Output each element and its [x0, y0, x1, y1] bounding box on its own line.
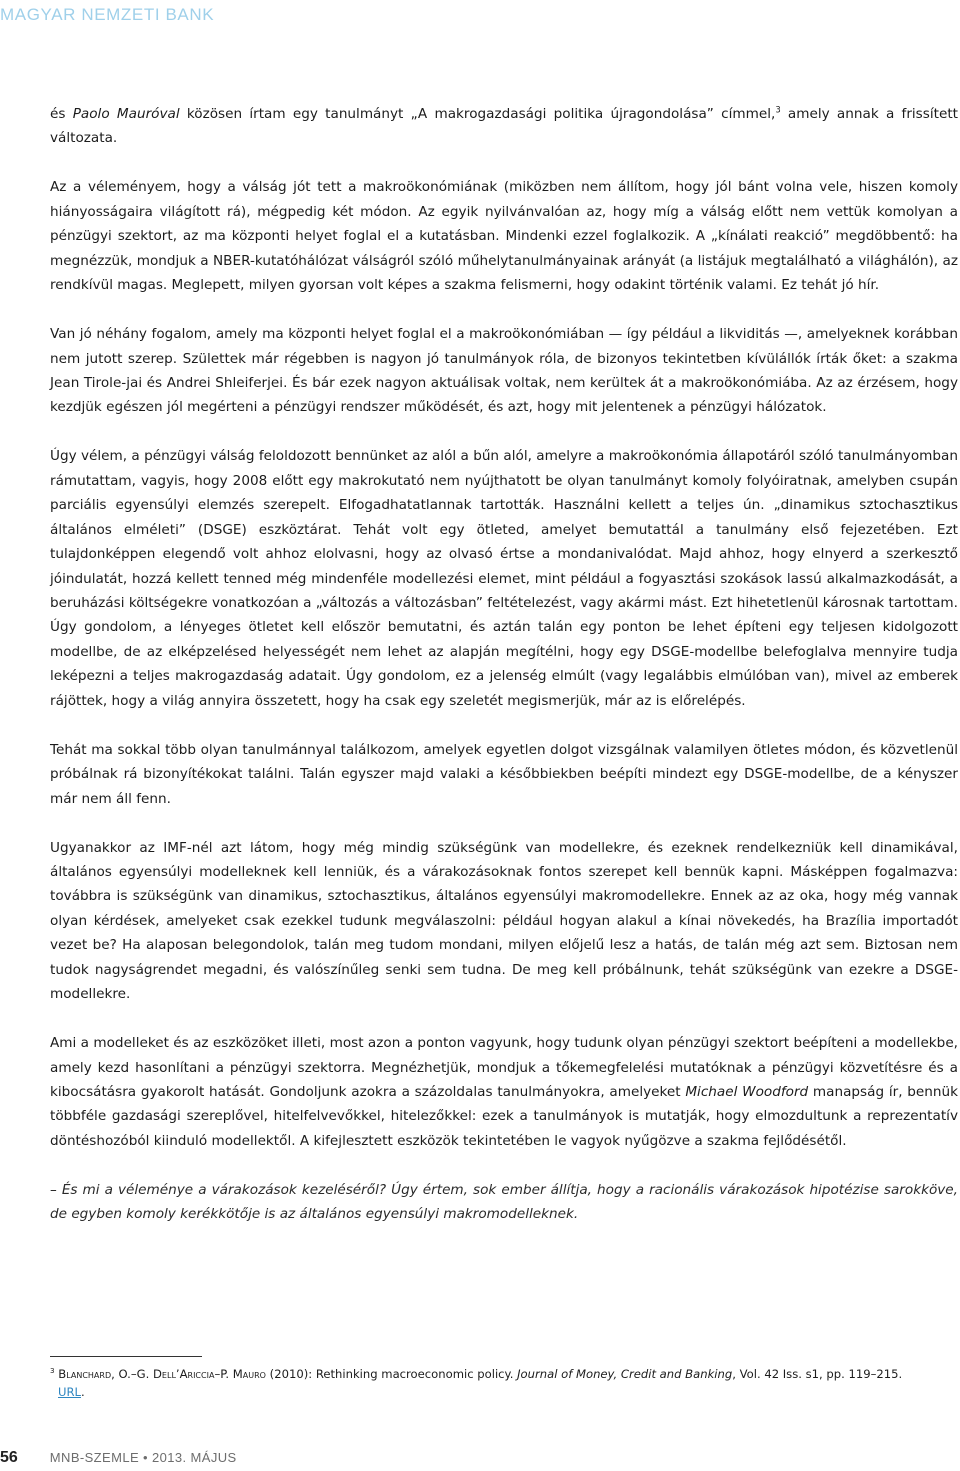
person-name: Paolo Mauróval — [72, 106, 180, 122]
footnote-number: 3 — [50, 1366, 55, 1376]
paragraph-7: Ami a modelleket és az eszközöket illeti, most azon a ponton vagyunk, hogy tudunk olyan pénzügyi szektort beépíteni a modellekbe, amely kezd hasonlítani a pénzügyi szektorra. Megnézhetjük, mondjuk a tőkemegfelelési mutatóknak a pénzügyi közvetítésre és a kibocsátásra gyakorolt hatását. Gondoljunk azokra a százoldalas tanulmányokra, amelyeket Michael Woodford manapság ír, bennük többféle gazdasági szereplővel, hitelfelvevőkkel, hitelezőkkel: ezek a tanulmányok is mutatják, hogy elmozdultunk a reprezentatív döntéshozóból kiinduló modellektől. A kifejlesztett eszközök tekintetében le vagyok nyűgözve a szakma fejlődésétől. — [50, 1035, 958, 1149]
journal-title: Journal of Money, Credit and Banking — [517, 1367, 733, 1381]
page-number: 56 — [0, 1449, 18, 1466]
footnote-ref[interactable]: 3 — [775, 104, 781, 115]
paragraph-3: Van jó néhány fogalom, amely ma központi helyet foglal el a makroökonómiában — így például a likviditás —, amelyeknek korábban nem jutott szerep. Születtek már régebben is nagyon jó tanulmányok róla, de bizonyos tekintetben kívülállók írták őket: a szakma Jean Tirole-jai és Andrei Shleiferjei. És bár ezek nagyon aktuálisak voltak, nem kerültek át a makroökonómiába. Az az érzésem, hogy kezdjük egészen jól megérteni a pénzügyi rendszer működését, és azt, hogy mit jelentenek a pénzügyi hálózatok. — [50, 326, 958, 416]
url-link[interactable]: URL — [58, 1385, 82, 1399]
interview-question: – És mi a véleménye a várakozások kezeléséről? Úgy értem, sok ember állítja, hogy a racionális várakozások hipotézise sarokköve, de egyben komoly kerékkötője is az általános egyensúlyi makromodelleknek. — [50, 1181, 958, 1223]
footnote: $^3$ Blanchard, O.–G. Dell’Ariccia–P. Mauro (2010): Rethinking macroeconomic policy. Journal of Money, Credit and Banking, Vol. 42 Iss. s1, pp. 119–215. URL. — [50, 1366, 903, 1399]
person-name: Michael Woodford — [685, 1084, 809, 1101]
article-body — [50, 102, 958, 1227]
paragraph-1: és Paolo Mauróval közösen írtam egy tanulmányt „A makrogazdasági politika újragondolása” címmel,$^3$ amely annak a frissített változata. — [50, 104, 958, 147]
running-header: MAGYAR NEMZETI BANK — [0, 5, 215, 24]
footnote-divider — [50, 1356, 202, 1357]
paragraph-6: Ugyanakkor az IMF-nél azt látom, hogy még mindig szükségünk van modellekre, és ezeknek rendelkezniük kell dinamikával, általános egyensúlyi modelleknek kell lenniük, és a várakozásoknak fontos szerepet kell bennük kapni. Másképpen fogalmazva: továbbra is szükségünk van dinamikus, sztochasztikus, általános egyensúlyi makromodellekre. Ennek az az oka, hogy még vannak olyan kérdések, amelyeket csak ezekkel tudunk megválaszolni: például hogyan alakul a kínai növekedés, ha Brazília importadót vezet be? Ha alaposan belegondolok, talán meg tudom mondani, milyen előjelű lesz a hatás, de talán még azt sem. Biztosan nem tudok nagyságrendet megadni, és valószínűleg senki sem tudna. De meg kell próbálnunk, tehát szükségünk van ezekre a DSGE-modellekre. — [50, 839, 958, 1003]
paragraph-4: Úgy vélem, a pénzügyi válság feloldozott bennünket az alól a bűn alól, amelyre a makroökonómia állapotáról szóló tanulmányomban rámutattam, vagyis, hogy 2008 előtt egy makrokutató nem nyújthatott be olyan tanulmányt komoly folyóiratnak, amelyben csupán parciális egyensúlyi elemzés szerepelt. Elfogadhatatlannak tartották. Használni kellett a teljes ún. „dinamikus sztochasztikus általános elméleti” (DSGE) eszköztárat. Tehát volt egy ötleted, amelyet bemutattál a tanulmány első fejezetében. Ezt tulajdonképpen elegendő volt ahhoz elolvasni, hogy az olvasó értse a mondanivalódat. Majd ahhoz, hogy elnyerd a szerkesztő jóindulatát, hozzá kellett tenned még mindenféle modellezési elemet, mint például a fogyasztási szokások lassú alkalmazkodását, a beruházási költségekre vonatkozóan a „változás a változásban” feltételezést, vagy akármi mást. Ezt hihetetlenül károsnak tartottam. Úgy gondolom, a lényeges ötletet kell először bemutatni, és aztán talán egy ponton be lehet építeni egy teljesen kidolgozott modellbe, de az elképzelésed helyességét nem lehet az alapján megítélni, hogy egy DSGE-modellbe belefoglalva mennyire tudja leképezni a teljes makrogazdaság adatait. Úgy gondolom, ez a jelenség elmúlt (vagy legalábbis elmúlóban van), mivel az emberek rájöttek, hogy a világ annyira összetett, hogy ha csak egy szeletét megismerjük, már az is előrelépés. — [50, 448, 958, 709]
paragraph-5: Tehát ma sokkal több olyan tanulmánnyal találkozom, amelyek egyetlen dolgot vizsgálnak valamilyen ötletes módon, és közvetlenül próbálnak rá bizonyítékokat találni. Talán egyszer majd valaki a későbbiekben beépíti mindezt egy DSGE-modellbe, de a kényszer már nem áll fenn. — [50, 741, 958, 807]
paragraph-2: Az a véleményem, hogy a válság jót tett a makroökonómiának (miközben nem állítom, hogy jól bánt volna vele, hiszen komoly hiányosságaira világított rá), mégpedig két módon. Az egyik nyilvánvalóan az, hogy míg a válság előtt nem vettük komolyan a pénzügyi szektort, az ma központi helyet foglal el a kutatásban. Mindenki ezzel foglalkozik. A „kínálati reakció” megdöbbentő: ha megnézzük, mondjuk a NBER-kutatóhálózat válságról szóló műhelytanulmányainak arányát (a listájuk megtalálható a világhálón), az rendkívül magas. Meglepett, milyen gyorsan volt képes a szakma felismerni, hogy odakint történik valami. Ez tehát jó hír. — [50, 179, 958, 294]
journal-issue: MNB-SZEMLE • 2013. MÁJUS — [49, 1450, 237, 1465]
page-footer — [0, 1449, 300, 1471]
